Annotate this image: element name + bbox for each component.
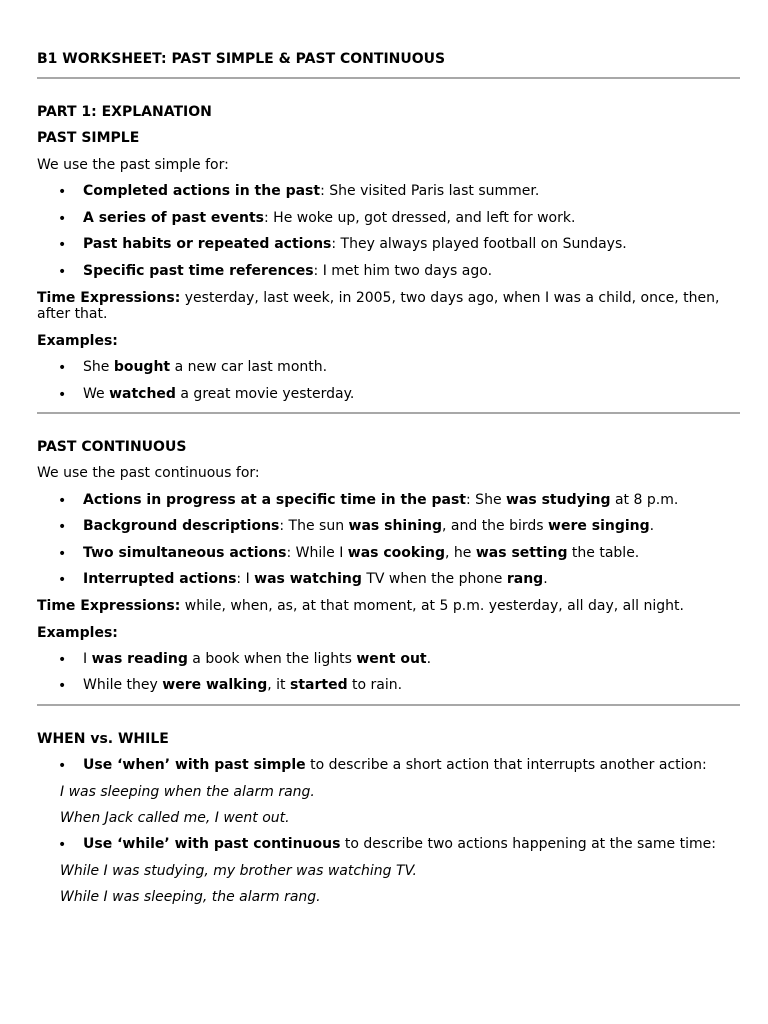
bullet-icon: • <box>58 360 67 376</box>
example-item: I was reading a book when the lights went out. <box>83 651 432 667</box>
examples-label: Examples: <box>37 625 118 641</box>
bullet-icon: • <box>58 493 67 509</box>
list-item: Interrupted actions: I was watching TV when the phone rang. <box>83 571 548 587</box>
example-sentence: While I was studying, my brother was watching TV. <box>60 863 417 879</box>
divider <box>37 77 740 79</box>
rule-item: Use ‘while’ with past continuous to describe two actions happening at the same time: <box>83 836 716 852</box>
list-item: Background descriptions: The sun was shining, and the birds were singing. <box>83 518 655 534</box>
bullet-icon: • <box>58 237 67 253</box>
example-sentence: While I was sleeping, the alarm rang. <box>60 889 321 905</box>
bullet-icon: • <box>58 837 67 853</box>
bullet-icon: • <box>58 184 67 200</box>
example-sentence: I was sleeping when the alarm rang. <box>60 784 315 800</box>
bullet-icon: • <box>58 546 67 562</box>
bullet-icon: • <box>58 264 67 280</box>
list-item: Past habits or repeated actions: They always played football on Sundays. <box>83 236 627 252</box>
bullet-icon: • <box>58 519 67 535</box>
worksheet-title: B1 WORKSHEET: PAST SIMPLE & PAST CONTINUOUS <box>37 51 446 67</box>
bullet-icon: • <box>58 758 67 774</box>
list-item: Completed actions in the past: She visited Paris last summer. <box>83 183 540 199</box>
section-intro: We use the past continuous for: <box>37 465 260 481</box>
rule-item: Use ‘when’ with past simple to describe a short action that interrupts another action: <box>83 757 707 773</box>
bullet-icon: • <box>58 678 67 694</box>
example-sentence: When Jack called me, I went out. <box>60 810 290 826</box>
list-item: Two simultaneous actions: While I was cooking, he was setting the table. <box>83 545 640 561</box>
section-heading-past-continuous: PAST CONTINUOUS <box>37 439 187 455</box>
divider <box>37 704 740 706</box>
example-item: She bought a new car last month. <box>83 359 328 375</box>
list-item: Actions in progress at a specific time in the past: She was studying at 8 p.m. <box>83 492 679 508</box>
bullet-icon: • <box>58 387 67 403</box>
list-item: Specific past time references: I met him two days ago. <box>83 263 493 279</box>
time-expressions: Time Expressions: while, when, as, at that moment, at 5 p.m. yesterday, all day, all night. <box>37 598 684 614</box>
time-expressions: Time Expressions: yesterday, last week, in 2005, two days ago, when I was a child, once, then, after that. <box>37 290 720 322</box>
section-heading-past-simple: PAST SIMPLE <box>37 130 140 146</box>
examples-label: Examples: <box>37 333 118 349</box>
bullet-icon: • <box>58 572 67 588</box>
example-item: While they were walking, it started to rain. <box>83 677 403 693</box>
bullet-icon: • <box>58 211 67 227</box>
divider <box>37 412 740 414</box>
section-heading-when-while: WHEN vs. WHILE <box>37 731 169 747</box>
section-intro: We use the past simple for: <box>37 157 229 173</box>
example-item: We watched a great movie yesterday. <box>83 386 355 402</box>
bullet-icon: • <box>58 652 67 668</box>
part-heading: PART 1: EXPLANATION <box>37 104 212 120</box>
list-item: A series of past events: He woke up, got dressed, and left for work. <box>83 210 576 226</box>
